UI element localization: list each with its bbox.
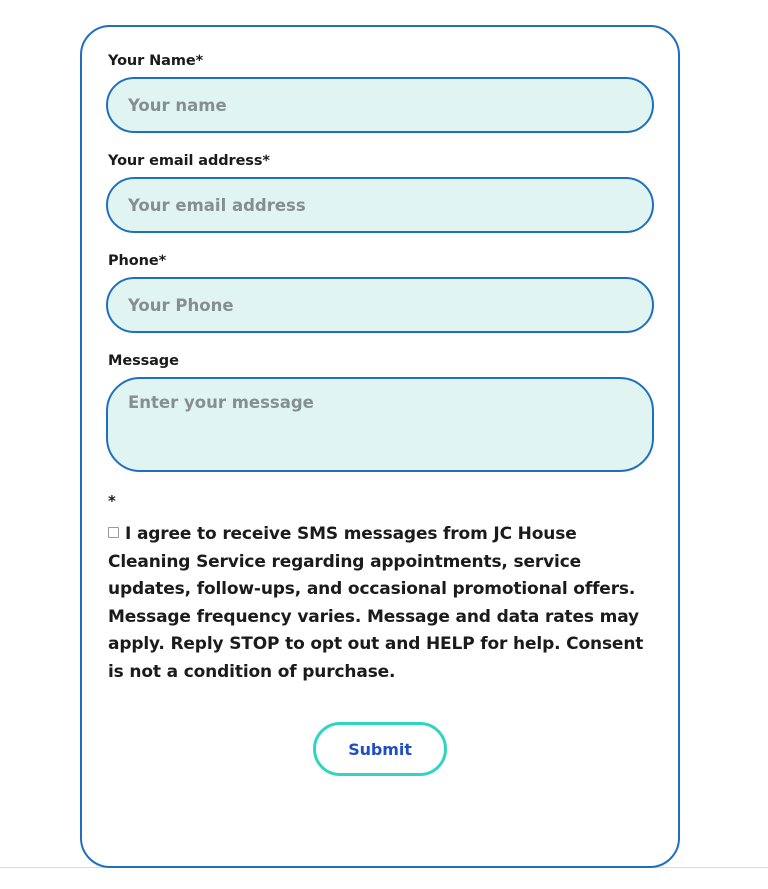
label-your-name: Your Name* — [108, 53, 204, 69]
field-message — [106, 353, 654, 472]
label-your-email-address: Your email address* — [108, 153, 270, 169]
sms-consent-checkbox[interactable] — [108, 527, 119, 538]
your-name-input[interactable] — [106, 77, 654, 133]
consent-block — [106, 494, 654, 686]
field-your-email-address — [106, 153, 654, 233]
consent-label-text: I agree to receive SMS messages from JC House Cleaning Service regarding appointments, service updates, follow-ups, and occasional promotional offers. Message frequency varies. Message and data rates may apply. Reply STOP to opt out and HELP for help. Consent is not a condition of purchase. — [108, 524, 644, 682]
message-textarea[interactable] — [106, 377, 654, 472]
phone-input[interactable] — [106, 277, 654, 333]
your-email-address-input[interactable] — [106, 177, 654, 233]
contact-form-card — [80, 25, 680, 868]
field-your-name — [106, 53, 654, 133]
consent-paragraph — [108, 521, 654, 686]
field-phone — [106, 253, 654, 333]
submit-row — [106, 722, 654, 776]
label-phone: Phone* — [108, 253, 167, 269]
consent-required-marker: * — [108, 492, 116, 510]
label-message: Message — [108, 353, 179, 369]
submit-button[interactable]: Submit — [313, 722, 447, 776]
